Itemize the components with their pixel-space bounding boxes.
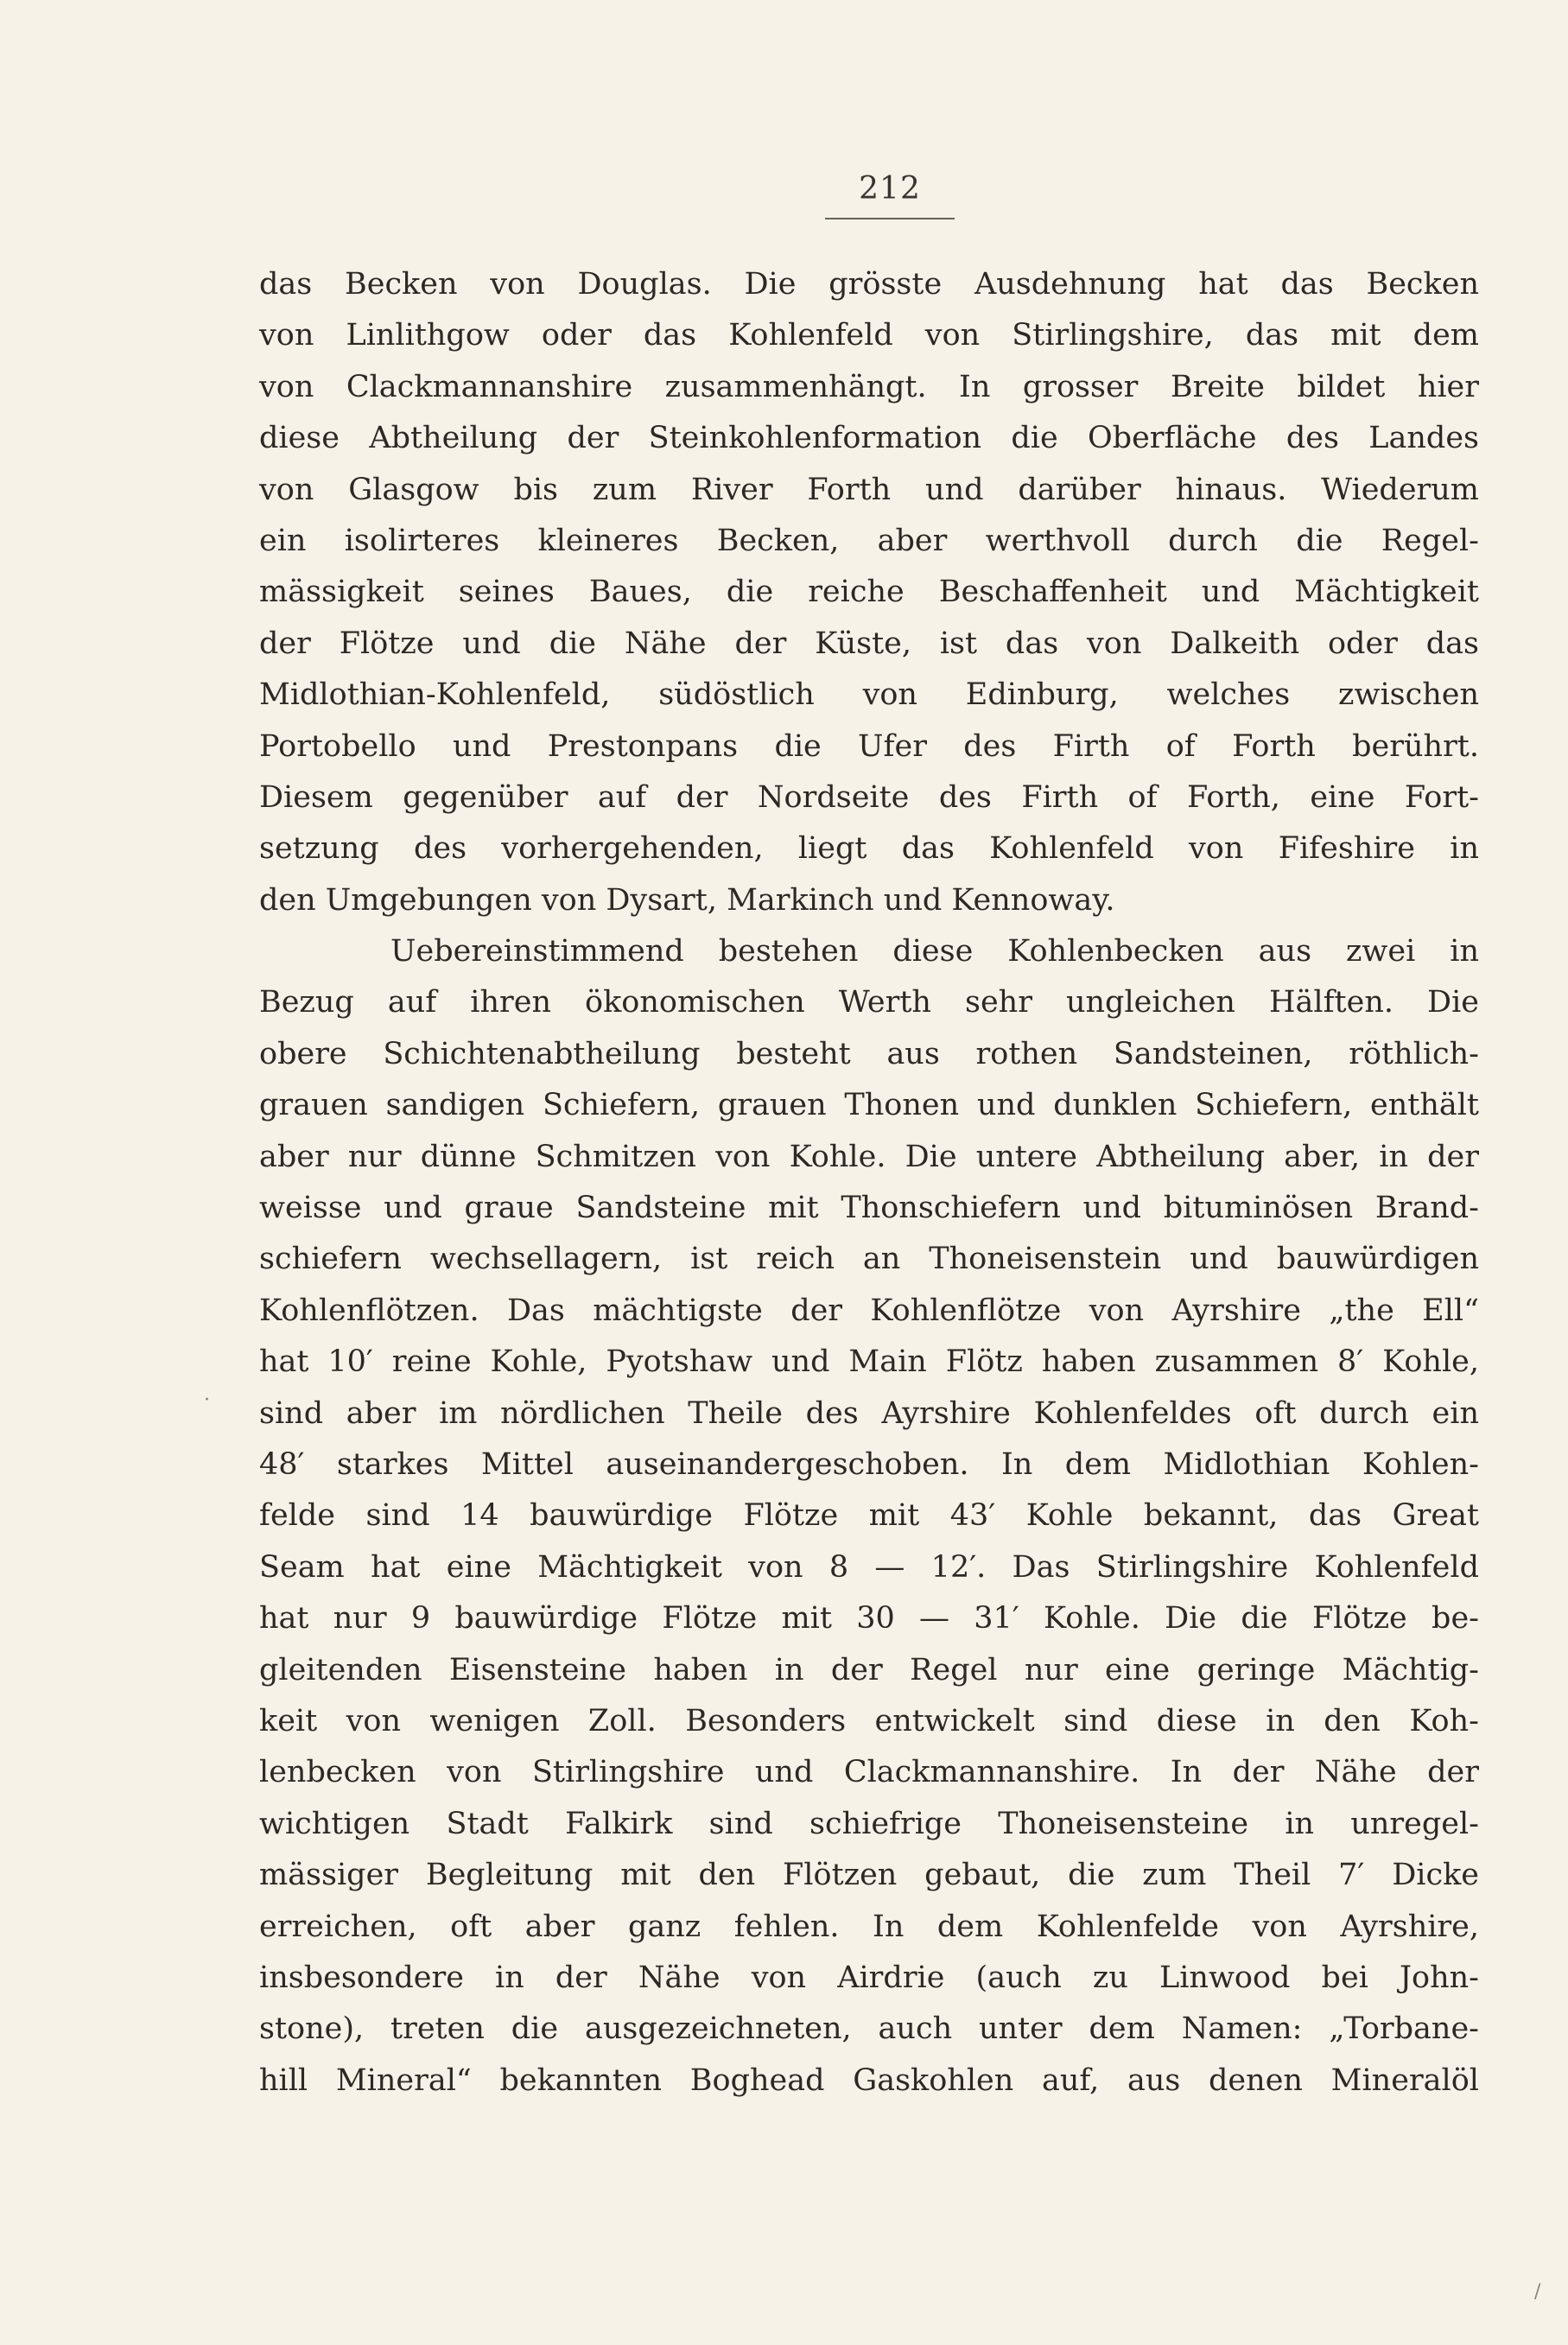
text-line: keit von wenigen Zoll. Besonders entwickelt sind diese in den Koh- <box>259 1703 1479 1738</box>
text-line: von Linlithgow oder das Kohlenfeld von Stirlingshire, das mit dem <box>259 318 1479 353</box>
paragraph-1 <box>259 259 1479 926</box>
text-line: von Clackmannanshire zusammenhängt. In grosser Breite bildet hier <box>259 369 1479 404</box>
text-line: mässiger Begleitung mit den Flötzen gebaut, die zum Theil 7′ Dicke <box>259 1858 1479 1893</box>
body-text <box>259 259 1479 2107</box>
text-line: den Umgebungen von Dysart, Markinch und Kennoway. <box>259 882 1115 918</box>
page-number-rule <box>825 218 955 219</box>
text-line: Diesem gegenüber auf der Nordseite des Firth of Forth, eine Fort- <box>259 779 1479 815</box>
text-line: gleitenden Eisensteine haben in der Regel nur eine geringe Mächtig- <box>259 1652 1479 1687</box>
text-line: hat 10′ reine Kohle, Pyotshaw und Main Flötz haben zusammen 8′ Kohle, <box>259 1344 1479 1380</box>
margin-mark: / <box>1534 2281 1541 2303</box>
text-line: Uebereinstimmend bestehen diese Kohlenbecken aus zwei in <box>390 934 1479 969</box>
text-line: von Glasgow bis zum River Forth und darüber hinaus. Wiederum <box>259 472 1479 507</box>
text-line: grauen sandigen Schiefern, grauen Thonen und dunklen Schiefern, enthält <box>259 1088 1479 1123</box>
page-number: 212 <box>859 171 921 207</box>
text-line: stone), treten die ausgezeichneten, auch unter dem Namen: „Torbane- <box>259 2011 1479 2047</box>
text-line: Portobello und Prestonpans die Ufer des Firth of Forth berührt. <box>259 728 1479 764</box>
text-line: mässigkeit seines Baues, die reiche Beschaffenheit und Mächtigkeit <box>259 575 1479 610</box>
text-line: diese Abtheilung der Steinkohlenformation die Oberfläche des Landes <box>259 421 1479 456</box>
text-line: lenbecken von Stirlingshire und Clackmannanshire. In der Nähe der <box>259 1755 1479 1790</box>
text-line: ein isolirteres kleineres Becken, aber werthvoll durch die Regel- <box>259 523 1479 558</box>
margin-mark: · <box>204 1389 210 1411</box>
text-line: insbesondere in der Nähe von Airdrie (auch zu Linwood bei John- <box>259 1960 1479 1995</box>
text-line: setzung des vorhergehenden, liegt das Kohlenfeld von Fifeshire in <box>259 831 1479 867</box>
text-line: aber nur dünne Schmitzen von Kohle. Die untere Abtheilung aber, in der <box>259 1139 1479 1174</box>
text-line: Bezug auf ihren ökonomischen Werth sehr ungleichen Hälften. Die <box>259 985 1479 1020</box>
text-line: wichtigen Stadt Falkirk sind schiefrige Thoneisensteine in unregel- <box>259 1806 1479 1841</box>
text-line: hat nur 9 bauwürdige Flötze mit 30 — 31′ Kohle. Die die Flötze be- <box>259 1601 1479 1636</box>
text-line: der Flötze und die Nähe der Küste, ist das von Dalkeith oder das <box>259 626 1479 661</box>
text-line: das Becken von Douglas. Die grösste Ausdehnung hat das Becken <box>259 267 1479 302</box>
text-line: sind aber im nördlichen Theile des Ayrshire Kohlenfeldes oft durch ein <box>259 1395 1479 1431</box>
text-line: Midlothian-Kohlenfeld, südöstlich von Edinburg, welches zwischen <box>259 677 1479 713</box>
text-line: Kohlenflötzen. Das mächtigste der Kohlenflötze von Ayrshire „the Ell“ <box>259 1293 1479 1328</box>
text-line: hill Mineral“ bekannten Boghead Gaskohlen auf, aus denen Mineralöl <box>259 2062 1479 2098</box>
text-line: erreichen, oft aber ganz fehlen. In dem Kohlenfelde von Ayrshire, <box>259 1909 1479 1944</box>
text-line: schiefern wechsellagern, ist reich an Thoneisenstein und bauwürdigen <box>259 1242 1479 1277</box>
text-line: obere Schichtenabtheilung besteht aus rothen Sandsteinen, röthlich- <box>259 1036 1479 1071</box>
text-line: felde sind 14 bauwürdige Flötze mit 43′ Kohle bekannt, das Great <box>259 1498 1479 1534</box>
text-line: 48′ starkes Mittel auseinandergeschoben. In dem Midlothian Kohlen- <box>259 1446 1479 1482</box>
paragraph-2 <box>259 926 1479 2107</box>
text-line: weisse und graue Sandsteine mit Thonschiefern und bituminösen Brand- <box>259 1191 1479 1226</box>
text-line: Seam hat eine Mächtigkeit von 8 — 12′. Das Stirlingshire Kohlenfeld <box>259 1549 1479 1585</box>
